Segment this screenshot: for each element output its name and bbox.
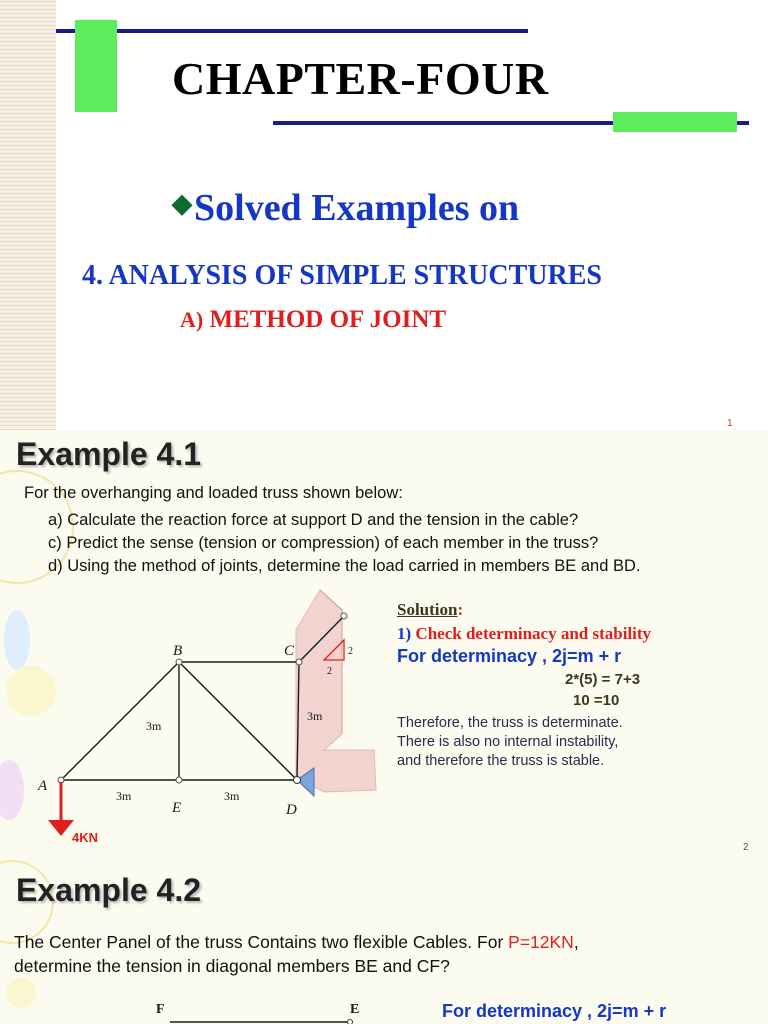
example-title: Example 4.1	[16, 436, 201, 472]
joint-e	[176, 777, 182, 783]
slide-1	[0, 0, 768, 430]
task-a: a) Calculate the reaction force at support D and the tension in the cable?	[48, 511, 579, 529]
slope-v: 2	[348, 646, 353, 657]
equation-2: 10 =10	[573, 692, 620, 709]
joint-d	[294, 777, 301, 784]
decor-blob-yellow	[6, 978, 36, 1008]
chapter-title: CHAPTER-FOUR	[172, 53, 549, 104]
label-c: C	[284, 643, 295, 659]
equation-1: 2*(5) = 7+3	[565, 671, 641, 688]
task-d: d) Using the method of joints, determine the load carried in members BE and BD.	[48, 557, 641, 575]
joint-e	[348, 1020, 353, 1024]
label-a: A	[38, 778, 48, 794]
problem-line-2: determine the tension in diagonal members BE and CF?	[14, 956, 450, 976]
intro-text: For the overhanging and loaded truss shown below:	[24, 484, 403, 502]
task-c: c) Predict the sense (tension or compression) of each member in the truss?	[48, 534, 599, 552]
dim-be: 3m	[146, 719, 162, 733]
slope-h: 2	[327, 666, 332, 677]
page-number: 2	[743, 842, 749, 853]
joint-b	[176, 659, 182, 665]
subsection-title: A) METHOD OF JOINT	[180, 306, 447, 333]
solution-step-1: 1) Check determinacy and stability	[397, 624, 652, 643]
green-block-right	[613, 112, 737, 132]
subtitle: ◆Solved Examples on	[172, 187, 520, 229]
decor-blob-pink	[0, 760, 24, 820]
load-arrow-icon	[48, 820, 74, 836]
slide-3	[0, 860, 768, 1024]
note-instability: There is also no internal instability,	[397, 734, 619, 750]
label-d: D	[286, 802, 297, 818]
page-number: 1	[727, 418, 733, 429]
dim-cd: 3m	[307, 709, 323, 723]
dim-ed: 3m	[224, 789, 240, 803]
note-stable: and therefore the truss is stable.	[397, 753, 605, 769]
load-label: 4KN	[72, 830, 99, 845]
diamond-bullet-icon: ◆	[172, 189, 192, 218]
label-f: F	[156, 1002, 165, 1017]
wall-support	[296, 590, 376, 792]
striped-margin	[0, 0, 56, 430]
truss-top-chord	[160, 1016, 360, 1024]
slide-2	[0, 430, 768, 860]
top-navy-rule	[56, 29, 528, 33]
note-determinate: Therefore, the truss is determinate.	[397, 715, 623, 731]
green-block-left	[75, 20, 117, 112]
joint-c	[296, 659, 302, 665]
determinacy-rule: For determinacy , 2j=m + r	[397, 646, 622, 666]
determinacy-rule: For determinacy , 2j=m + r	[442, 1001, 667, 1021]
label-b: B	[173, 643, 183, 659]
section-title: 4. ANALYSIS OF SIMPLE STRUCTURES	[82, 260, 602, 291]
solution-label: Solution:	[397, 600, 464, 619]
label-e: E	[172, 800, 182, 816]
dim-ae: 3m	[116, 789, 132, 803]
label-e: E	[350, 1002, 360, 1017]
joint-cable-anchor	[341, 613, 347, 619]
example-title: Example 4.2	[16, 872, 201, 908]
truss-diagram	[24, 582, 394, 852]
member-bd	[179, 662, 297, 780]
problem-line-1: The Center Panel of the truss Contains two flexible Cables. For P=12KN,	[14, 932, 579, 952]
